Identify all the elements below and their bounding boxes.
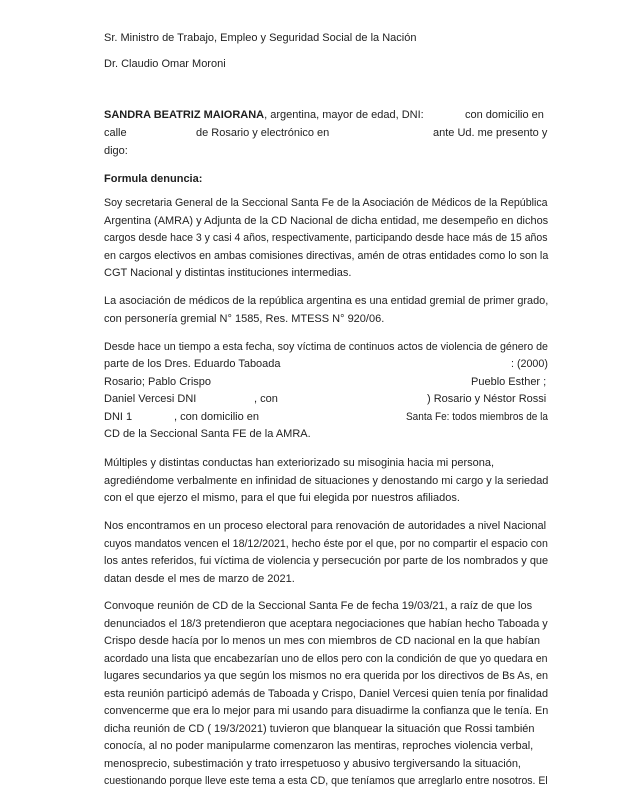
p5-line-3: los antes referidos, fui víctima de violencia y persecución por parte de los nombrados y que (104, 555, 549, 567)
p3-line-1: Desde hace un tiempo a esta fecha, soy víctima de continuos actos de violencia de género de (104, 341, 549, 353)
p3-line-2-a: parte de los Dres. Eduardo Taboada (104, 358, 281, 370)
intro-line-3: digo: (104, 145, 128, 157)
p5-line-1: Nos encontramos en un proceso electoral para renovación de autoridades a nivel Nacional (104, 520, 547, 532)
p6-line-2: denunciados el 18/3 pretendieron que aceptara negociaciones que habían hecho Taboada y (104, 618, 548, 630)
minister-name: Dr. Claudio Omar Moroni (104, 58, 226, 70)
intro-line-2-c: ante Ud. me presento y (433, 127, 548, 139)
p5-line-2: cuyos mandatos vencen el 18/12/2021, hecho éste por el que, por no compartir el espacio con (104, 538, 548, 550)
p3-line-5-a: DNI 1 (104, 411, 133, 423)
addressee-line: Sr. Ministro de Trabajo, Empleo y Seguridad Social de la Nación (104, 32, 417, 44)
intro-line-2-b: de Rosario y electrónico en (196, 127, 330, 139)
p4-line-2: agrediéndome verbalmente en infinidad de situaciones y denostando mi cargo y la seriedad (104, 475, 549, 487)
intro-line-1-text: , argentina, mayor de edad, DNI: (264, 109, 424, 121)
intro-line-2-a: calle (104, 127, 127, 139)
p3-line-4-a: Daniel Vercesi DNI (104, 393, 197, 405)
p6-line-11: cuestionando porque lleve este tema a esta CD, que teníamos que arreglarlo entre nosotros. El (104, 775, 548, 787)
p6-line-3: Crispo desde hacía por lo menos un mes con miembros de CD nacional en la que habían (104, 635, 540, 647)
p1-line-5: CGT Nacional y distintas instituciones intermedias. (104, 267, 352, 279)
p6-line-4: acordado una lista que encabezarían uno de ellos pero con la condición de que yo quedara en (104, 653, 548, 665)
p5-line-4: datan desde el mes de marzo de 2021. (104, 573, 295, 585)
intro-line-1 (104, 108, 424, 122)
p6-line-7: convencerme que era lo mejor para mi usando para disuadirme la confianza que le tenía. En (104, 705, 549, 717)
p3-line-4-b: , con (254, 393, 278, 405)
p6-line-10: menosprecio, subestimación y trato irrespetuoso y abusivo tergiversando la situación, (104, 758, 521, 770)
p1-line-4: en cargos electivos en ambas comisiones directivas, amén de otras entidades como lo son la (104, 250, 549, 262)
p6-line-8: dicha reunión de CD ( 19/3/2021) tuvieron que blanquear la situación que Rossi también (104, 723, 535, 735)
p6-line-5: lugares secundarios ya que según los mismos no era querida por los directivos de Bs As, en (104, 670, 549, 682)
p3-line-6: CD de la Seccional Santa FE de la AMRA. (104, 428, 311, 440)
p1-line-3: cargos desde hace 3 y casi 4 años, respectivamente, participando desde hace más de 15 años (104, 232, 548, 244)
section-title: Formula denuncia: (104, 173, 203, 185)
intro-line-1-end: con domicilio en (465, 109, 544, 121)
complainant-name: SANDRA BEATRIZ MAIORANA (104, 109, 265, 121)
p3-line-3-a: Rosario; Pablo Crispo (104, 376, 211, 388)
p3-line-5-c: Santa Fe: todos miembros de la (406, 411, 548, 423)
p1-line-2: Argentina (AMRA) y Adjunta de la CD Nacional de dicha entidad, me desempeño en dichos (104, 215, 549, 227)
p3-line-4-c: ) Rosario y Néstor Rossi (427, 393, 547, 405)
p4-line-3: con el que ejerzo el mismo, para el que fui elegida por nuestros afiliados. (104, 492, 460, 504)
p2-line-2: con personería gremial N° 1585, Res. MTESS N° 920/06. (104, 313, 385, 325)
p6-line-1: Convoque reunión de CD de la Seccional Santa Fe de fecha 19/03/21, a raíz de que los (104, 600, 533, 612)
p1-line-1: Soy secretaria General de la Seccional Santa Fe de la Asociación de Médicos de la República (104, 197, 548, 209)
p2-line-1: La asociación de médicos de la república argentina es una entidad gremial de primer grado, (104, 295, 549, 307)
p3-line-2-b: : (2000) (511, 358, 548, 370)
p4-line-1: Múltiples y distintas conductas han exteriorizado su misoginia hacia mi persona, (104, 457, 495, 469)
p3-line-3-b: Pueblo Esther ; (471, 376, 547, 388)
p6-line-9: conocía, al no poder manipularme comenzaron las mentiras, reproches violencia verbal, (104, 740, 534, 752)
p6-line-6: esta reunión participó además de Taboada y Crispo, Daniel Vercesi quien tenía por finalidad (104, 688, 549, 700)
p3-line-5-b: , con domicilio en (174, 411, 259, 423)
